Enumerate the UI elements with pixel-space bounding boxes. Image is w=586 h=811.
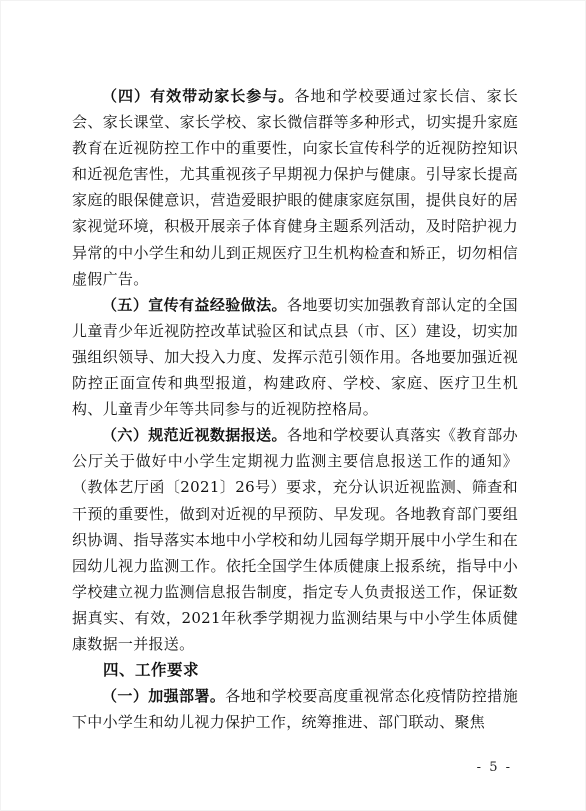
- paragraph-text: 各地要切实加强教育部认定的全国儿童青少年近视防控改革试验区和试点县（市、区）建设，切实加强组织领导、加大投入力度、发挥示范引领作用。各地要加强近视防控正面宣传和典型报道，构建政府、学校、家庭、医疗卫生机构、儿童青少年等共同参与的近视防控格局。: [72, 295, 518, 419]
- paragraph-text: 各地和学校要高度重视常态化疫情防控措施下中小学生和幼儿视力保护工作，统筹推进、部门联动、聚焦: [72, 687, 518, 732]
- page-number: - 5 -: [476, 760, 512, 775]
- paragraph-parent-involvement: [72, 83, 518, 292]
- paragraph-data-reporting: [72, 422, 518, 657]
- paragraph-lead: （六）规范近视数据报送。: [102, 426, 287, 445]
- paragraph-lead: （四）有效带动家长参与。: [102, 87, 295, 105]
- paragraph-text: 各地和学校要认真落实《教育部办公厅关于做好中小学生定期视力监测主要信息报送工作的通知》（教体艺厅函〔2021〕26号）要求，充分认识近视监测、筛查和干预的重要性，做到对近视的早预防、早发现。各地教育部门要组织协调、指导落实本地中小学校和幼儿园每学期开展中小学生和在园幼儿视力监测工作。依托全国学生体质健康上报系统，指导中小学校建立视力监测信息报告制度，指定专人负责报送工作，保证数据真实、有效，2021年秋季学期视力监测结果与中小学生体质健康数据一并报送。: [72, 426, 518, 653]
- section-heading: 四、工作要求: [103, 660, 200, 680]
- paragraph-deployment: [72, 683, 518, 735]
- paragraph-lead: （一）加强部署。: [102, 687, 226, 706]
- paragraph-lead: （五）宣传有益经验做法。: [102, 295, 287, 314]
- paragraph-publicity: [72, 292, 518, 422]
- document-body: [72, 83, 518, 735]
- paragraph-text: 各地和学校要通过家长信、家长会、家长课堂、家长学校、家长微信群等多种形式，切实提升家庭教育在近视防控工作中的重要性，向家长宣传科学的近视防控知识和近视危害性，尤其重视孩子早期视力保护与健康。引导家长提高家庭的眼保健意识，营造爱眼护眼的健康家庭氛围，提供良好的居家视觉环境，积极开展亲子体育健身主题系列活动，及时陪护视力异常的中小学生和幼儿到正规医疗卫生机构检查和矫正，切勿相信虚假广告。: [72, 87, 519, 288]
